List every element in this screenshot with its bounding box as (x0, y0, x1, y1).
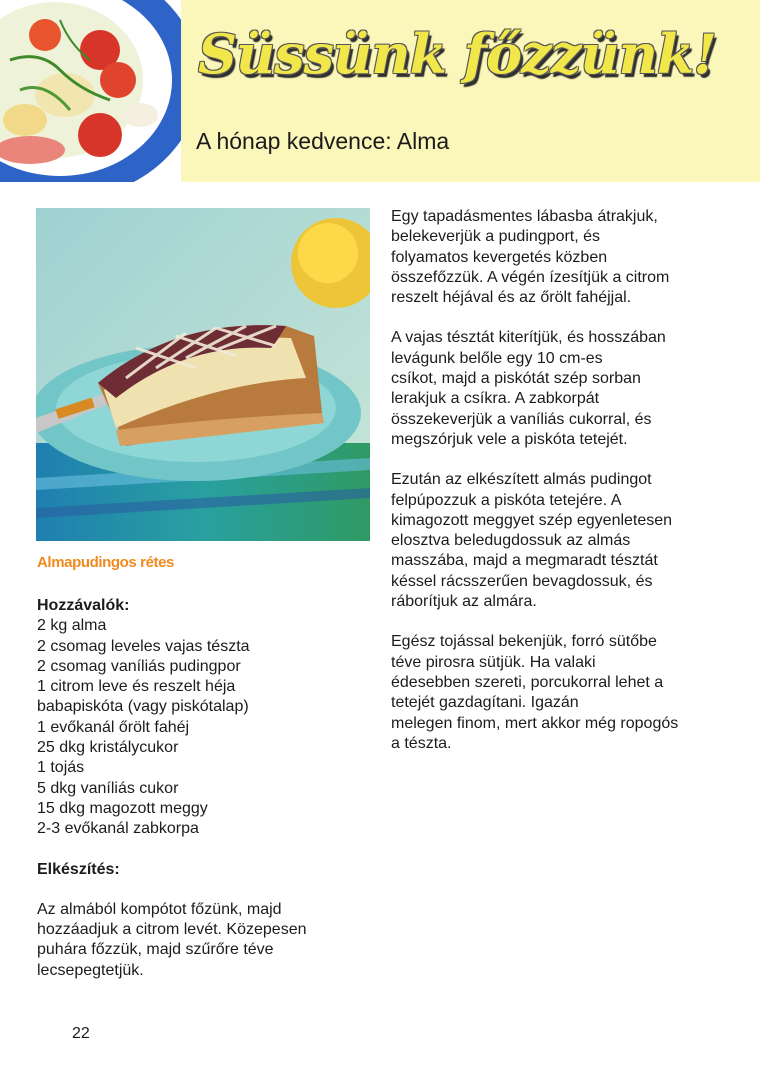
strudel-photo (36, 208, 370, 541)
paragraph-line: folyamatos kevergetés közben (391, 248, 608, 266)
ingredient-item: 2 kg alma (37, 617, 107, 635)
ingredient-item: 15 dkg magozott meggy (37, 799, 208, 817)
paragraph-line: a tészta. (391, 734, 452, 752)
paragraph-line: összefőzzük. A végén ízesítjük a citrom (391, 268, 670, 286)
recipe-title: Almapudingos rétes (37, 554, 174, 571)
paragraph-line: belekeverjük a pudingport, és (391, 228, 601, 246)
paragraph-line: felpúpozzuk a piskóta tetejére. A (391, 491, 622, 509)
method-paragraph (391, 207, 731, 308)
paragraph-line: hozzáadjuk a citrom levét. Közepesen (37, 921, 307, 939)
paragraph-line: édesebben szereti, porcukorral lehet a (391, 673, 664, 691)
paragraph-line: melegen finom, mert akkor még ropogós (391, 714, 679, 732)
paragraph-line: kimagozott meggyet szép egyenletesen (391, 511, 673, 529)
method-paragraph (391, 632, 731, 754)
ingredient-item: babapiskóta (vagy piskótalap) (37, 698, 249, 716)
paragraph-line: Egy tapadásmentes lábasba átrakjuk, (391, 208, 658, 225)
ingredient-item: 1 citrom leve és reszelt héja (37, 678, 236, 696)
ingredient-item: 1 tojás (37, 759, 85, 777)
method-intro-paragraph (37, 900, 357, 981)
paragraph-line: reszelt héjával és az őrölt fahéjjal. (391, 289, 632, 307)
page-subtitle: A hónap kedvence: Alma (196, 128, 450, 154)
paragraph-line: ráborítjuk az almára. (391, 593, 537, 611)
method-paragraph (391, 328, 731, 450)
ingredients-heading: Hozzávalók: (37, 597, 130, 614)
paragraph-line: késsel rácsszerűen bevagdossuk, és (391, 572, 653, 590)
ingredient-item: 1 evőkanál őrölt fahéj (37, 718, 190, 736)
paragraph-line: Ezután az elkészített almás pudingot (391, 471, 652, 489)
paragraph-line: Az almából kompótot főzünk, majd (37, 900, 282, 918)
magazine-title: Süssünk főzzünk! (198, 22, 717, 86)
page-number: 22 (72, 1025, 90, 1042)
ingredient-item: 25 dkg kristálycukor (37, 739, 179, 757)
method-paragraph (391, 470, 731, 612)
paragraph-line: levágunk belőle egy 10 cm-es (391, 349, 603, 367)
paragraph-line: puhára főzzük, majd szűrőre téve (37, 941, 274, 959)
paragraph-line: megszórjuk vele a piskóta tetejét. (391, 430, 628, 448)
paragraph-line: elosztva beledugdossuk az almás (391, 532, 631, 550)
ingredients-list (37, 616, 357, 839)
ingredient-item: 2-3 evőkanál zabkorpa (37, 820, 199, 838)
recipe-right-column (391, 207, 731, 754)
paragraph-line: masszába, majd a megmaradt tésztát (391, 552, 658, 570)
ingredient-item: 2 csomag vaníliás pudingpor (37, 657, 241, 675)
paragraph-line: A vajas tésztát kiterítjük, és hosszában (391, 329, 666, 347)
header-salad-photo (0, 0, 181, 182)
ingredient-item: 5 dkg vaníliás cukor (37, 779, 179, 797)
paragraph-line: összekeverjük a vaníliás cukorral, és (391, 410, 652, 428)
method-heading: Elkészítés: (37, 860, 120, 878)
paragraph-line: lecsepegtetjük. (37, 961, 144, 979)
paragraph-line: Egész tojással bekenjük, forró sütőbe (391, 633, 657, 651)
ingredient-item: 2 csomag leveles vajas tészta (37, 637, 250, 655)
paragraph-line: tetejét gazdagítani. Igazán (391, 694, 579, 712)
paragraph-line: téve pirosra sütjük. Ha valaki (391, 653, 596, 671)
paragraph-line: lerakjuk a csíkra. A zabkorpát (391, 390, 600, 408)
recipe-left-column (37, 596, 357, 981)
paragraph-line: csíkot, majd a piskótát szép sorban (391, 370, 641, 388)
